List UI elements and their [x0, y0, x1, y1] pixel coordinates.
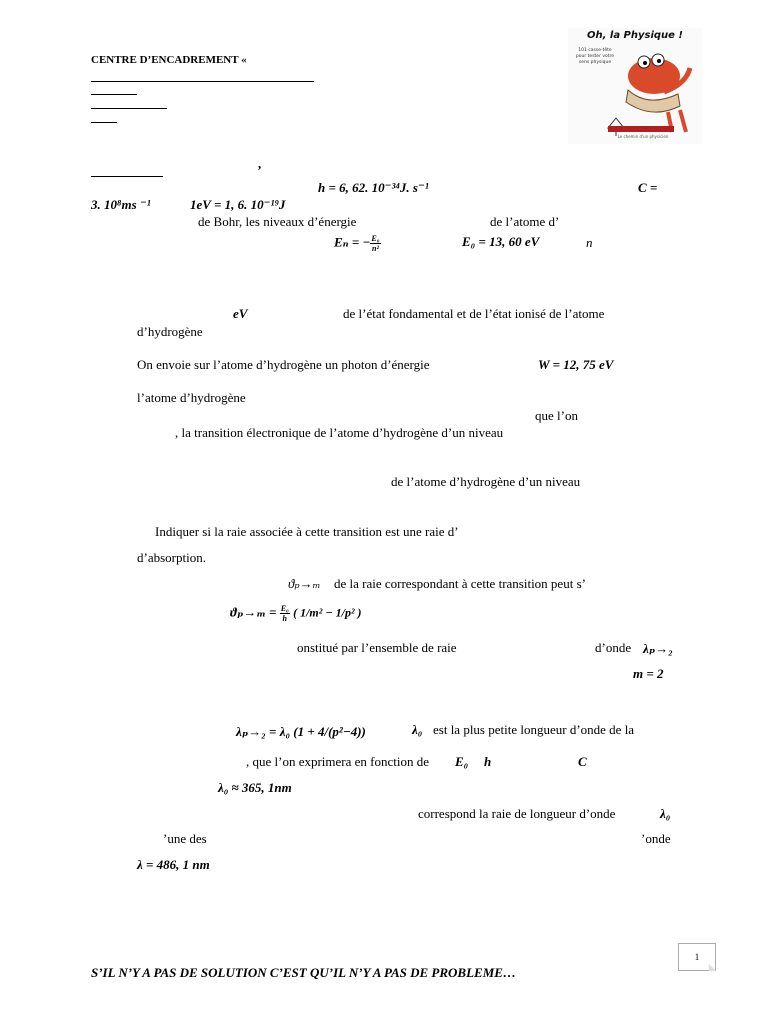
hydrogen-2: l’atome d’hydrogène	[137, 390, 246, 405]
m-equals-2: m = 2	[633, 666, 664, 681]
n-symbol: n	[586, 235, 593, 250]
lambda0-value: λ₀ ≈ 365, 1nm	[218, 780, 292, 795]
states-text: de l’état fondamental et de l’état ionisé de l’atome	[343, 306, 605, 321]
lambda-formula: λₚ→₂ = λ₀ (1 + 4/(p²−4))	[236, 724, 366, 739]
e0-value: E₀ = 13, 60 eV	[462, 234, 540, 249]
h-symbol: h	[484, 754, 492, 769]
en-den: n²	[372, 244, 379, 253]
c-symbol: C	[578, 754, 587, 769]
en-formula	[334, 234, 381, 253]
theta-lhs: ϑₚ→ₘ =	[230, 604, 277, 620]
crab-illustration-icon	[568, 28, 702, 144]
header-rule-4	[91, 122, 117, 123]
logo-footer: Le chemin d'un physicien	[617, 134, 669, 139]
lambda0-end: λ₀	[660, 806, 671, 821]
ev-label: eV	[233, 306, 248, 321]
correspond-text: correspond la raie de longueur d’onde	[418, 806, 616, 821]
bohr-text: de Bohr, les niveaux d’énergie	[198, 214, 357, 229]
footer-motto: S’IL N’Y A PAS DE SOLUTION C’EST QU’IL N’Y A PAS DE PROBLEME…	[91, 965, 516, 980]
en-lhs: Eₙ = −	[334, 234, 371, 250]
exprimera-text: , que l’on exprimera en fonction de	[246, 754, 430, 769]
centre-title: CENTRE D’ENCADREMENT «	[91, 54, 247, 66]
en-num: E₀	[371, 234, 380, 243]
header-rule-3	[91, 108, 167, 109]
hydrogen-1: d’hydrogène	[137, 324, 203, 339]
page-number: 1	[678, 943, 716, 971]
theta-num: E₀	[280, 604, 289, 613]
e0-symbol: E₀	[455, 754, 469, 769]
logo-title: Oh, la Physique !	[586, 30, 683, 41]
photon-text: On envoie sur l’atome d’hydrogène un photon d’énergie	[137, 357, 430, 372]
donde-text: d’onde	[595, 640, 632, 655]
onstitue-text: onstitué par l’ensemble de raie	[297, 640, 457, 655]
atom-text: de l’atome d’	[490, 214, 560, 229]
logo-subtitle: 101 casse-tête pour tester votre sens physique	[575, 48, 615, 65]
theta-formula	[230, 604, 362, 623]
theta-symbol: ϑₚ→ₘ	[288, 576, 321, 591]
lambda0-symbol: λ₀	[412, 722, 423, 737]
indiquer-text: Indiquer si la raie associée à cette transition est une raie d’	[155, 524, 459, 539]
une-des-text: ’une des	[163, 831, 207, 846]
que-lon: que l’on	[535, 408, 578, 423]
ev-value: 1eV = 1, 6. 10⁻¹⁹J	[190, 197, 286, 212]
lambda-p2: λₚ→₂	[643, 641, 673, 656]
section-rule	[91, 176, 163, 177]
w-value: W = 12, 75 eV	[538, 357, 614, 372]
theta-den: h	[282, 614, 287, 623]
header-rule-1	[91, 81, 314, 82]
petite-text: est la plus petite longueur d’onde de la	[433, 722, 635, 737]
onde-text: ’onde	[641, 831, 671, 846]
physique-logo	[568, 28, 702, 144]
niveau-text: de l’atome d’hydrogène d’un niveau	[391, 474, 581, 489]
planck-constant: h = 6, 62. 10⁻³⁴J. s⁻¹	[318, 180, 429, 195]
header-rule-2	[91, 94, 137, 95]
c-value: 3. 10⁸ms ⁻¹	[91, 197, 151, 212]
c-label: C =	[638, 180, 658, 195]
lambda-486: λ = 486, 1 nm	[137, 857, 210, 872]
transition-text: , la transition électronique de l’atome d’hydrogène d’un niveau	[175, 425, 504, 440]
raie-corr-text: de la raie correspondant à cette transition peut s’	[334, 576, 586, 591]
theta-paren: ( 1/m² − 1/p² )	[293, 605, 362, 620]
header-comma: ,	[258, 156, 262, 171]
absorption-text: d’absorption.	[137, 550, 206, 565]
